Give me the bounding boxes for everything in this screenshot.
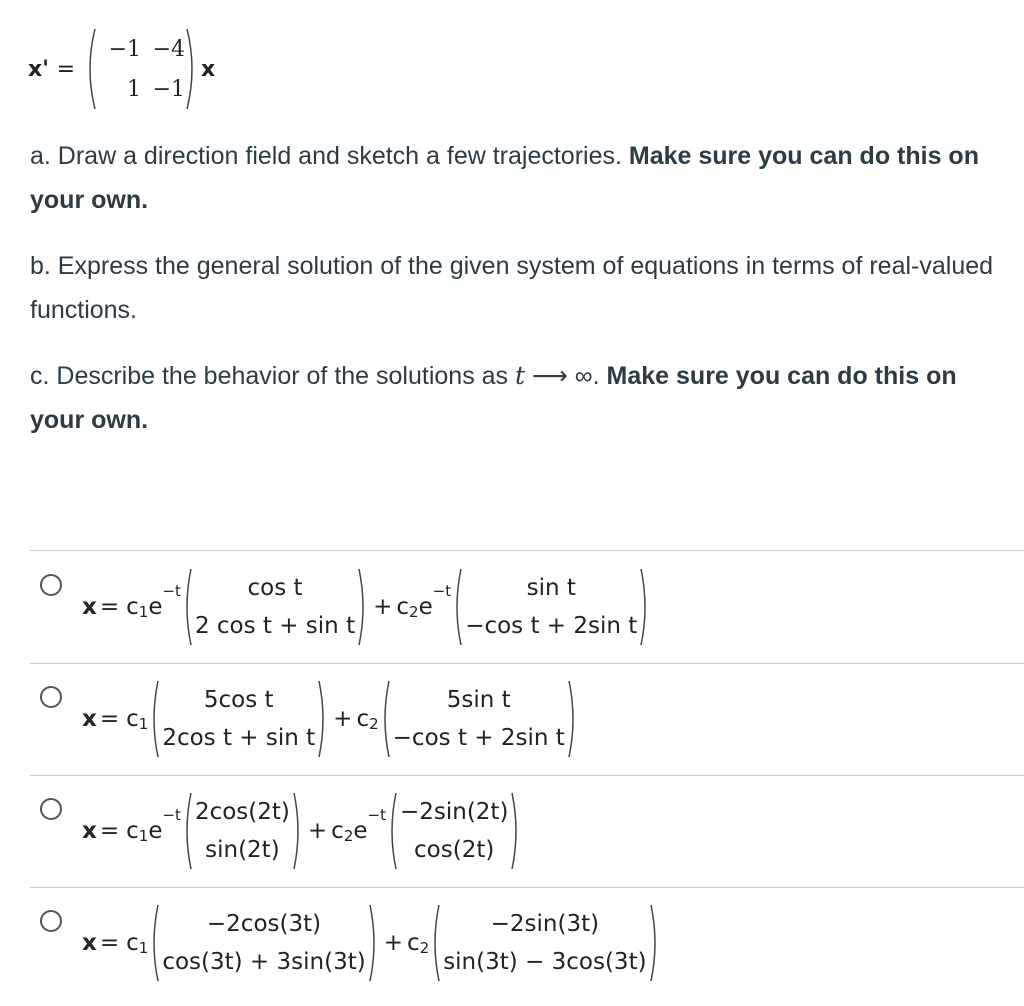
right-paren-icon [317, 679, 329, 759]
vector-1: 5cos t 2cos t + sin t [148, 679, 329, 759]
vector-2: −2sin(3t) sin(3t) − 3cos(3t) [429, 903, 660, 983]
left-paren-icon [379, 679, 391, 759]
option-formula: x = c 1 −2cos(3t) cos(3t) + 3sin(3t) + c 2 −2sin(3t) sin(3t) − 3cos(3t) [82, 888, 661, 998]
right-paren-icon [292, 791, 304, 871]
coefficient-matrix [97, 29, 185, 109]
right-paren-icon [185, 27, 199, 111]
left-paren-icon [386, 791, 398, 871]
x-prime-label: x' = [28, 56, 76, 82]
arrow-icon: ⟶ [532, 361, 568, 390]
right-paren-icon [567, 679, 579, 759]
right-paren-icon [357, 567, 369, 647]
option-formula: x = c 1 5cos t 2cos t + sin t + c 2 5sin t −cos t + 2sin t [82, 664, 579, 774]
right-paren-icon [510, 791, 522, 871]
right-paren-icon [639, 567, 651, 647]
right-paren-icon [368, 903, 380, 983]
vector-2: −2sin(2t) cos(2t) [386, 791, 522, 871]
right-paren-icon [649, 903, 661, 983]
left-paren-icon [181, 567, 193, 647]
part-a: a. Draw a direction field and sketch a few trajectories. Make sure you can do this on your own. [30, 142, 979, 214]
radio-button[interactable] [40, 798, 62, 820]
left-paren-icon [148, 903, 160, 983]
vector-2: sin t −cos t + 2sin t [451, 567, 651, 647]
system-equation [28, 26, 215, 112]
radio-button[interactable] [40, 574, 62, 596]
left-paren-icon [451, 567, 463, 647]
radio-button[interactable] [40, 910, 62, 932]
vector-1: cos t 2 cos t + sin t [181, 567, 369, 647]
matrix-cell: −1 [108, 36, 142, 62]
option-formula: x = c 1 e −t 2cos(2t) sin(2t) + c 2 e −t −2sin(2t) cos(2t) [82, 776, 522, 886]
option-formula: x = c 1 e −t cos t 2 cos t + sin t + c 2 e −t sin t −cos t + 2sin t [82, 552, 651, 662]
answer-option-2[interactable] [30, 664, 1024, 774]
part-b: b. Express the general solution of the given system of equations in terms of real-valued functions. [30, 252, 994, 324]
part-c: c. Describe the behavior of the solutions as t ⟶ ∞. Make sure you can do this on your own. [30, 361, 957, 434]
left-paren-icon [83, 27, 97, 111]
left-paren-icon [429, 903, 441, 983]
vector-1: −2cos(3t) cos(3t) + 3sin(3t) [148, 903, 379, 983]
x-vector-label: x [201, 56, 216, 82]
matrix-cell: −1 [152, 76, 186, 102]
left-paren-icon [148, 679, 160, 759]
infinity-symbol: ∞ [574, 362, 593, 390]
answer-option-3[interactable] [30, 776, 1024, 886]
radio-button[interactable] [40, 686, 62, 708]
left-paren-icon [181, 791, 193, 871]
matrix-cell: 1 [127, 76, 142, 102]
answer-option-1[interactable] [30, 552, 1024, 662]
vector-1: 2cos(2t) sin(2t) [181, 791, 304, 871]
option-divider [30, 550, 1024, 551]
vector-2: 5sin t −cos t + 2sin t [379, 679, 579, 759]
matrix-cell: −4 [152, 36, 186, 62]
answer-option-4[interactable] [30, 888, 1024, 998]
